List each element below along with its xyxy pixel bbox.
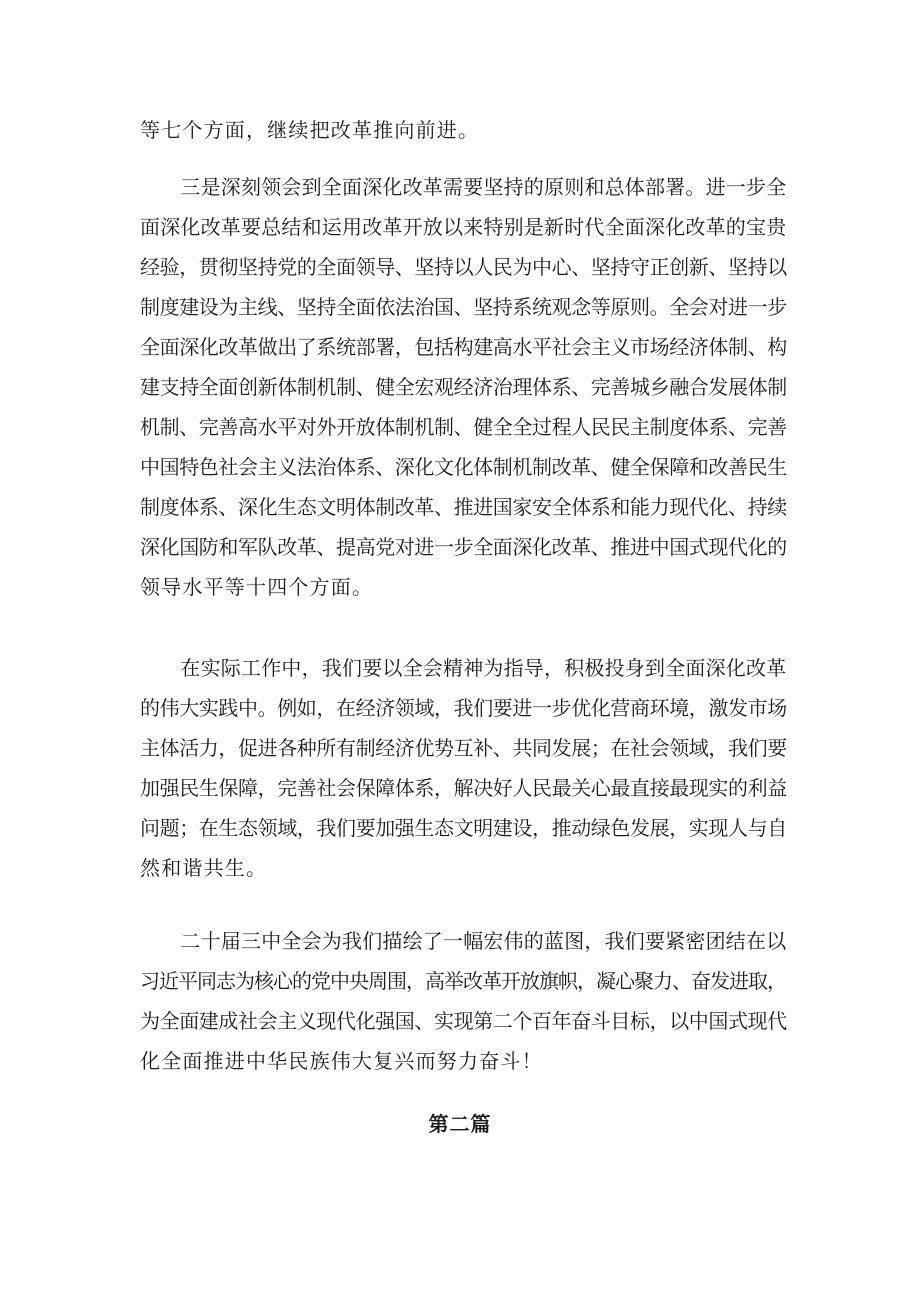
paragraph-line: 加强民生保障，完善社会保障体系，解决好人民最关心最直接最现实的利益: [140, 776, 787, 800]
paragraph-line: 深化国防和军队改革、提高党对进一步全面深化改革、推进中国式现代化的: [140, 535, 787, 559]
paragraph-line: 建支持全面创新体制机制、健全宏观经济治理体系、完善城乡融合发展体制: [140, 375, 787, 399]
paragraph-line: 为全面建成社会主义现代化强国、实现第二个百年奋斗目标，以中国式现代: [140, 1009, 787, 1033]
paragraph-line: 制度建设为主线、坚持全面依法治国、坚持系统观念等原则。全会对进一步: [140, 295, 787, 319]
paragraph-line: 在实际工作中，我们要以全会精神为指导，积极投身到全面深化改革: [140, 656, 787, 680]
paragraph-line: 等七个方面，继续把改革推向前进。: [140, 118, 480, 142]
paragraph-line: 主体活力，促进各种所有制经济优势互补、共同发展；在社会领域，我们要: [140, 736, 787, 760]
paragraph-line: 中国特色社会主义法治体系、深化文化体制机制改革、健全保障和改善民生: [140, 455, 787, 479]
paragraph-2: [140, 167, 790, 607]
paragraph-line: 制度体系、深化生态文明体制改革、推进国家安全体系和能力现代化、持续: [140, 495, 787, 519]
paragraph-line: 领导水平等十四个方面。: [140, 575, 374, 599]
paragraph-line: 全面深化改革做出了系统部署，包括构建高水平社会主义市场经济体制、构: [140, 335, 787, 359]
paragraph-4: [140, 921, 790, 1081]
paragraph-line: 然和谐共生。: [140, 856, 268, 880]
paragraph-1: [140, 110, 790, 150]
paragraph-line: 问题；在生态领域，我们要加强生态文明建设，推动绿色发展，实现人与自: [140, 816, 787, 840]
paragraph-line: 二十届三中全会为我们描绘了一幅宏伟的蓝图，我们要紧密团结在以: [140, 929, 787, 953]
paragraph-line: 的伟大实践中。例如，在经济领域，我们要进一步优化营商环境，激发市场: [140, 696, 787, 720]
paragraph-line: 机制、完善高水平对外开放体制机制、健全全过程人民民主制度体系、完善: [140, 415, 787, 439]
paragraph-line: 经验，贯彻坚持党的全面领导、坚持以人民为中心、坚持守正创新、坚持以: [140, 255, 787, 279]
paragraph-line: 三是深刻领会到全面深化改革需要坚持的原则和总体部署。进一步全: [140, 175, 787, 199]
paragraph-line: 化全面推进中华民族伟大复兴而努力奋斗！: [140, 1049, 543, 1073]
paragraph-line: 面深化改革要总结和运用改革开放以来特别是新时代全面深化改革的宝贵: [140, 215, 787, 239]
section-heading: 第二篇: [428, 1112, 492, 1136]
paragraph-line: 习近平同志为核心的党中央周围，高举改革开放旗帜，凝心聚力、奋发进取，: [140, 969, 786, 993]
paragraph-3: [140, 648, 790, 888]
